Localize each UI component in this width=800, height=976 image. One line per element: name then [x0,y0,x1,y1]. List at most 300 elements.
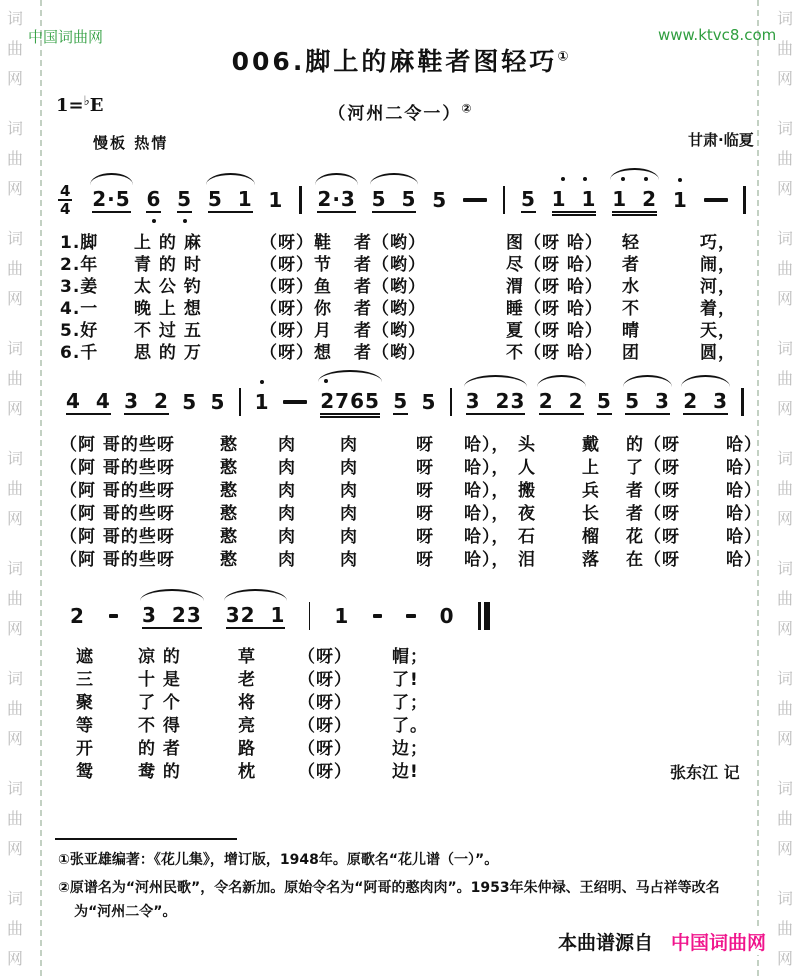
note-digits: 5 [421,390,437,414]
lyric-cell: 着， [700,299,736,319]
note-digits: 2765 [320,389,380,413]
lyric-row [60,338,760,363]
note [317,187,355,213]
lyric-cell: 肉 [278,435,296,455]
slur-arc [623,375,672,387]
lyric-cell: 凉 的 [138,647,181,667]
octave-dots [255,380,270,384]
lyric-cell: （阿 哥的些呀 [60,458,175,478]
watermark-char: 词 [6,889,23,908]
lyric-cell: （呀） [298,670,352,690]
lyric-row [60,228,760,253]
note [146,187,161,213]
watermark-char: 网 [6,69,23,88]
lyric-cell: 了； [392,693,428,713]
lyric-cell: 遮 [76,647,94,667]
note-digits: 5 1 [207,187,253,211]
score-line-2 [66,378,744,426]
watermark-char: 曲 [776,479,793,498]
note [393,389,408,415]
lyric-cell: 河， [700,277,736,297]
lyric-cell: 憨 [220,458,238,478]
note-digits: 5 [393,389,409,413]
watermark-char: 网 [776,399,793,418]
watermark-char: 曲 [6,259,23,278]
barline [450,388,453,416]
note-digits: 4 4 [66,389,111,413]
watermark-char: 词 [6,779,23,798]
note-digits: 2 2 [538,389,584,413]
lyric-cell: 呀 [416,504,434,524]
lyric-cell: 闹， [700,255,736,275]
lyric-row [60,430,760,453]
note [334,604,349,628]
score-line-3 [70,592,490,640]
lyric-row [60,316,760,341]
watermark-char: 网 [776,289,793,308]
octave-dots [320,379,380,383]
octave-dots [177,219,192,223]
lyric-cell: 图（呀 哈） [506,233,603,253]
note-digits: 1 1 [551,187,597,211]
note-digits: 3 23 [465,389,526,413]
octave-dots [552,177,597,181]
lyric-cell: 十 是 [138,670,181,690]
watermark-char: 网 [6,509,23,528]
lyric-cell: （呀）节 [260,255,332,275]
lyric-cell: 肉 [340,550,358,570]
note [683,389,728,415]
note-digits: 2·3 [317,187,356,211]
footnotes-section [58,848,754,928]
lyric-cell: 憨 [220,527,238,547]
key-prefix: 1= [56,95,84,116]
lyric-cell: 了。 [392,716,428,736]
octave-dots [673,178,688,182]
lyric-row [60,499,760,522]
note-digits: 3 23 [142,603,202,627]
octave-dot [644,177,648,181]
note [521,187,536,213]
slur-arc [537,375,586,387]
lyric-cell: 泪 [518,550,536,570]
watermark-char: 曲 [6,39,23,58]
song-subtitle [0,99,800,124]
note [440,604,455,628]
lyric-row [60,294,760,319]
lyric-cell: 上 的 麻 [134,233,202,253]
lyric-cell: 憨 [220,435,238,455]
footer-site-link[interactable]: 中国词曲网 [671,932,767,954]
watermark-char: 词 [6,339,23,358]
watermark-char: 网 [776,949,793,968]
lyric-row [60,734,500,757]
note [142,603,202,629]
watermark-char: 曲 [6,479,23,498]
note [552,187,597,213]
lyric-cell: （呀） [298,739,352,759]
note-digits: 1 [672,188,688,212]
lyric-cell: 鸳 [76,762,94,782]
site-name-link[interactable]: 中国词曲网 [28,28,104,46]
lyric-cell: 轻 [622,233,640,253]
octave-dot [621,177,625,181]
note [70,604,85,628]
lyric-cell: 三 [76,670,94,690]
lyric-cell: （呀）鞋 [260,233,332,253]
final-barline [478,602,490,630]
rest-dash [463,198,487,202]
lyric-cell: 5.好 [60,321,99,341]
watermark-char: 词 [776,779,793,798]
lyric-cell: 尽（呀 哈） [506,255,603,275]
score-line-1 [58,176,746,224]
lyric-cell: 老 [238,670,256,690]
flat-icon: ♭ [83,94,90,109]
lyric-cell: 不（呀 哈） [506,343,603,363]
lyric-cell: 不 过 五 [134,321,202,341]
note-digits: 1 2 [612,187,658,211]
lyric-row [60,476,760,499]
time-signature-denominator: 4 [60,200,71,218]
note [432,188,447,212]
lyric-cell: 者 [622,255,640,275]
note-digits: 5 [210,390,226,414]
song-title [0,42,800,78]
lyric-cell: 憨 [220,504,238,524]
note-digits: 5 5 [371,187,417,211]
note-digits: 1 [334,604,350,628]
octave-dot [561,177,565,181]
watermark-char: 曲 [776,39,793,58]
slur-arc [464,375,528,387]
note [226,603,286,629]
watermark-char: 词 [776,449,793,468]
barline [239,388,242,416]
lyric-cell: 团 [622,343,640,363]
lyric-cell: （呀）鱼 [260,277,332,297]
watermark-char: 曲 [776,809,793,828]
lyric-cell: 夏（呀 哈） [506,321,603,341]
lyric-cell: 哈）， [464,481,510,501]
watermark-char: 词 [6,9,23,28]
note [422,390,437,414]
lyric-cell: 长 [582,504,600,524]
watermark-char: 曲 [776,589,793,608]
watermark-char: 词 [6,449,23,468]
lyric-cell: （呀） [298,762,352,782]
slur-arc [206,173,255,185]
lyric-cell: 者（哟） [354,343,426,363]
note [92,187,130,213]
lyric-cell: （呀）你 [260,299,332,319]
lyric-row [60,522,760,545]
footer-source-text: 本曲谱源自 [558,932,654,954]
lyric-cell: 路 [238,739,256,759]
lyric-cell: 边； [392,739,428,759]
lyric-cell: 睡（呀 哈） [506,299,603,319]
watermark-char: 曲 [6,919,23,938]
subtitle-footnote-ref: ② [461,101,472,116]
note-digits: 1 [254,390,270,414]
barline [309,602,310,630]
watermark-char: 曲 [776,369,793,388]
watermark-char: 曲 [776,259,793,278]
lyric-row [60,250,760,275]
note-digits: 5 [432,188,448,212]
watermark-char: 网 [6,839,23,858]
lyric-cell: 思 的 万 [134,343,202,363]
note-digits: 32 1 [225,603,286,627]
lyric-row [60,545,760,568]
octave-dot [678,178,682,182]
lyric-cell: 在（呀 [626,550,680,570]
lyric-cell: 者（哟） [354,299,426,319]
final-barline-thin [478,602,481,630]
region-label: 甘肃·临夏 [688,131,754,149]
lyric-cell: （呀）月 [260,321,332,341]
watermark-char: 网 [776,509,793,528]
lyric-cell: 开 [76,739,94,759]
lyric-cell: 了 个 [138,693,181,713]
lyric-cell: 哈） [726,481,762,501]
note [625,389,670,415]
song-subtitle-text: （河州二令一） [328,104,462,124]
rest-dash [704,198,728,202]
watermark-char: 词 [776,229,793,248]
lyric-cell: 不 得 [138,716,181,736]
watermark-char: 词 [6,669,23,688]
lyric-cell: 哈）， [464,550,510,570]
watermark-char: 曲 [6,809,23,828]
key-tonic: E [89,95,104,116]
lyric-cell: 2.年 [60,255,99,275]
note-digits: 5 [520,187,536,211]
lyric-cell: 太 公 钓 [134,277,202,297]
lyric-cell: 者（呀 [626,504,680,524]
footnote-item: ②原谱名为“河州民歌”，令名新加。原始令名为“阿哥的憨肉肉”。1953年朱仲禄、王绍明、马占祥等改名为“河州二令”。 [58,879,720,920]
lyric-cell: 将 [238,693,256,713]
final-barline-thick [484,602,490,630]
lyric-cell: 者（哟） [354,255,426,275]
lyric-cell: 头 [518,435,536,455]
watermark-char: 词 [6,559,23,578]
lyric-row [60,711,500,734]
lyric-row [60,642,500,665]
lyric-cell: 呀 [416,527,434,547]
octave-dots [146,219,161,223]
time-signature-numerator: 4 [60,181,71,200]
lyric-cell: 帽； [392,647,428,667]
lyric-cell: 天， [700,321,736,341]
lyric-cell: 呀 [416,481,434,501]
lyric-cell: 肉 [340,481,358,501]
lyric-cell: 榴 [582,527,600,547]
lyric-row [60,757,500,780]
octave-dot [324,379,328,383]
note [182,390,197,414]
watermark-char: 词 [6,119,23,138]
song-title-text: 006.脚上的麻鞋者图轻巧 [231,47,558,76]
watermark-char: 曲 [6,369,23,388]
barline [741,388,744,416]
lyric-cell: 憨 [220,481,238,501]
watermark-char: 网 [6,729,23,748]
lyric-cell: 晚 上 想 [134,299,202,319]
lyric-cell: 圆， [700,343,736,363]
watermark-char: 网 [776,729,793,748]
lyric-cell: 哈）， [464,458,510,478]
watermark-char: 曲 [6,589,23,608]
note [612,187,657,213]
watermark-char: 网 [776,69,793,88]
lyric-cell: 肉 [278,527,296,547]
lyric-cell: （阿 哥的些呀 [60,481,175,501]
lyrics-verse-block-2 [60,430,760,568]
lyric-cell: 者（呀 [626,481,680,501]
lyric-cell: 肉 [340,504,358,524]
watermark-char: 曲 [776,149,793,168]
watermark-char: 词 [776,889,793,908]
lyric-cell: 不 [622,299,640,319]
lyric-cell: （呀）想 [260,343,332,363]
rest-dash [406,614,415,618]
lyric-cell: 鸯 的 [138,762,181,782]
slur-arc [370,173,419,185]
lyric-cell: 呀 [416,435,434,455]
lyric-cell: 哈） [726,458,762,478]
watermark-char: 词 [776,9,793,28]
note-digits: 5 3 [625,389,670,413]
lyric-cell: 晴 [622,321,640,341]
watermark-char: 词 [776,669,793,688]
watermark-char: 曲 [776,699,793,718]
note-digits: 5 [596,389,612,413]
lyric-cell: 者（哟） [354,321,426,341]
lyric-cell: 人 [518,458,536,478]
watermark-char: 网 [6,399,23,418]
lyric-cell: 落 [582,550,600,570]
lyric-cell: 青 的 时 [134,255,202,275]
lyric-cell: 枕 [238,762,256,782]
note-digits: 0 [439,604,455,628]
note [597,389,612,415]
lyric-cell: （阿 哥的些呀 [60,550,175,570]
watermark-char: 网 [776,179,793,198]
note-digits: 3 2 [124,389,169,413]
lyric-cell: （呀） [298,647,352,667]
lyric-cell: 戴 [582,435,600,455]
watermark-char: 曲 [6,149,23,168]
footer-source [558,928,766,955]
site-url-link[interactable]: www.ktvc8.com [658,26,777,44]
lyric-cell: 哈） [726,504,762,524]
lyric-cell: 亮 [238,716,256,736]
lyric-cell: 哈） [726,435,762,455]
lyric-cell: 者（哟） [354,233,426,253]
slur-arc [140,589,204,601]
lyric-cell: 巧， [700,233,736,253]
watermark-char: 网 [776,619,793,638]
note [372,187,417,213]
watermark-char: 网 [776,839,793,858]
slur-arc [224,589,288,601]
title-footnote-ref: ① [557,49,569,65]
note [255,390,270,414]
slur-arc [90,173,132,185]
barline [743,186,746,214]
watermark-char: 网 [6,289,23,308]
lyric-cell: 哈） [726,527,762,547]
lyric-cell: 兵 [582,481,600,501]
lyric-cell: 3.姜 [60,277,99,297]
lyric-row [60,688,500,711]
lyric-cell: 1.脚 [60,233,99,253]
lyric-cell: 哈） [726,550,762,570]
lyric-cell: 水 [622,277,640,297]
transcriber-credit: 张东江 记 [670,763,740,782]
note [673,188,688,212]
lyric-cell: 肉 [340,435,358,455]
note [177,187,192,213]
lyric-cell: 6.千 [60,343,99,363]
lyric-cell: 肉 [278,550,296,570]
watermark-char: 词 [6,229,23,248]
lyric-cell: 了（呀 [626,458,680,478]
watermark-char: 网 [6,619,23,638]
lyric-cell: （阿 哥的些呀 [60,435,175,455]
lyric-cell: 聚 [76,693,94,713]
lyric-row [60,272,760,297]
octave-dot [260,380,264,384]
lyric-cell: 边! [392,762,419,782]
note-digits: 1 [268,188,284,212]
watermark-char: 词 [776,339,793,358]
lyric-cell: 的（呀 [626,435,680,455]
note-digits: 2 [70,604,85,628]
lyric-cell: 肉 [278,458,296,478]
footnote-item: ①张亚雄编著：《花儿集》，增订版，1948年。原歌名“花儿谱（一）”。 [58,852,499,868]
lyric-cell: 憨 [220,550,238,570]
rest-dash [109,614,118,618]
lyric-cell: （呀） [298,716,352,736]
note-digits: 6 [146,187,162,211]
lyric-cell: 肉 [340,458,358,478]
watermark-char: 曲 [776,919,793,938]
footnote-divider [55,838,237,840]
note [466,389,526,415]
lyric-cell: 上 [582,458,600,478]
lyric-cell: 肉 [278,481,296,501]
watermark-char: 曲 [6,699,23,718]
lyric-cell: 4.一 [60,299,99,319]
lyric-cell: 肉 [340,527,358,547]
note [539,389,584,415]
octave-dot [183,219,187,223]
lyric-cell: 草 [238,647,256,667]
slur-arc [315,173,357,185]
octave-dot [583,177,587,181]
note [66,389,111,415]
lyric-cell: （阿 哥的些呀 [60,527,175,547]
tempo-marking: 慢板 热情 [93,134,169,152]
rest-dash [283,400,307,404]
lyric-cell: 夜 [518,504,536,524]
note [211,390,226,414]
lyric-cell: 者（哟） [354,277,426,297]
lyric-cell: 呀 [416,550,434,570]
lyric-cell: （阿 哥的些呀 [60,504,175,524]
